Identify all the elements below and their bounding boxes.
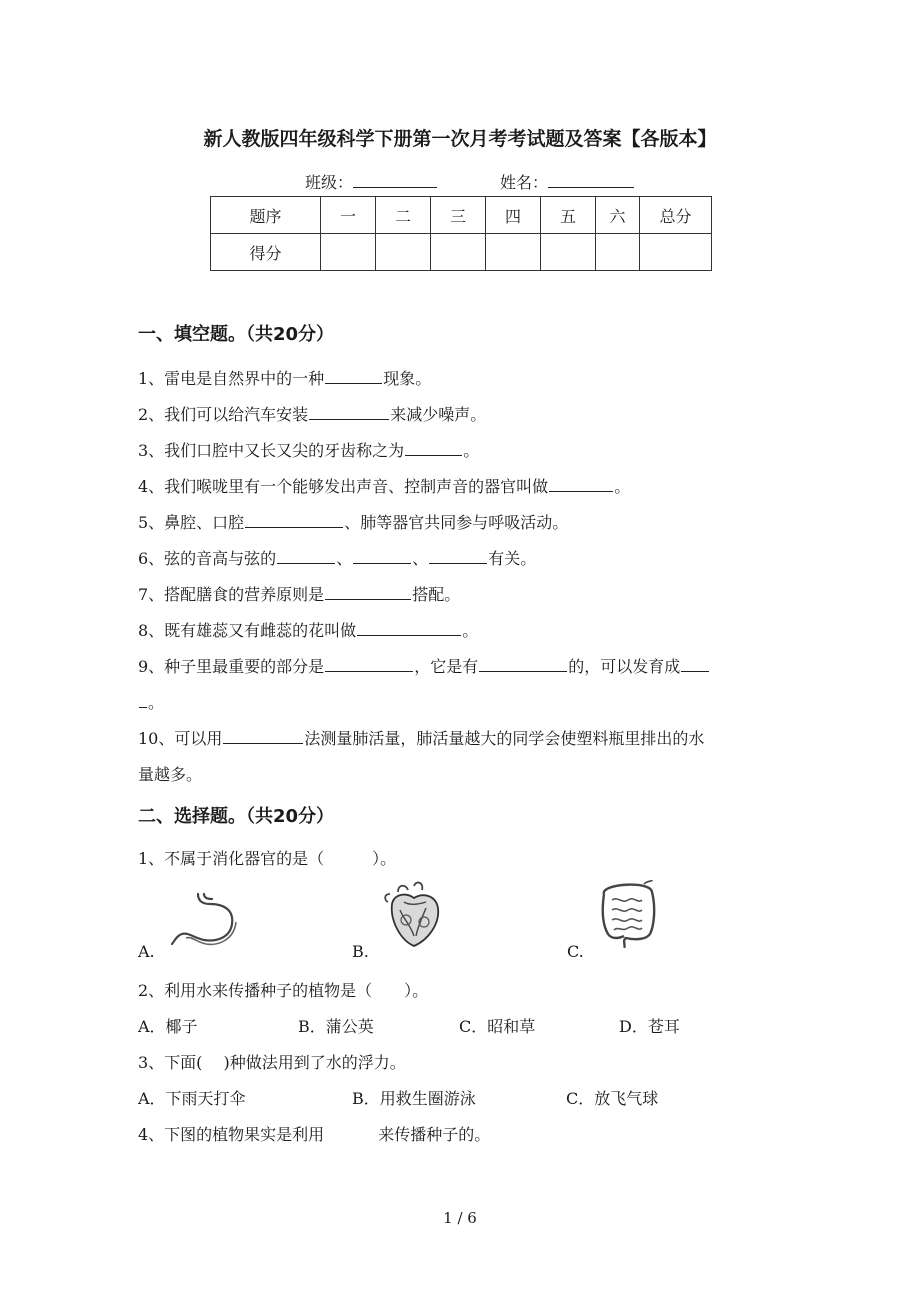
score-table-score-row — [211, 234, 712, 271]
score-cell[interactable] — [321, 234, 376, 271]
option-b[interactable]: B．蒲公英 — [298, 1017, 374, 1036]
score-header-cell: 总分 — [640, 197, 712, 234]
choice-question-3: 3、下面( )种做法用到了水的浮力。 — [138, 1053, 406, 1072]
stomach-image — [168, 888, 240, 950]
fill-question-4 — [138, 474, 630, 497]
score-header-cell: 一 — [321, 197, 376, 234]
score-cell[interactable] — [596, 234, 640, 271]
option-c[interactable]: C．放飞气球 — [566, 1089, 659, 1108]
choice-question-2: 2、利用水来传播种子的植物是（ ）。 — [138, 981, 429, 1000]
question-text: ，它是有 — [414, 657, 479, 676]
question-text: 。 — [462, 621, 479, 640]
question-text: 8、既有雄蕊又有雌蕊的花叫做 — [138, 621, 357, 640]
choice-question-1: 1、不属于消化器官的是（ ）。 — [138, 849, 397, 868]
fill-question-2 — [138, 402, 486, 425]
score-cell[interactable] — [431, 234, 486, 271]
fill-question-9 — [138, 654, 710, 677]
choice-question-4 — [138, 1122, 490, 1145]
question-text: 6、弦的音高与弦的 — [138, 549, 277, 568]
answer-blank[interactable] — [549, 478, 613, 492]
page-number: 1 / 6 — [443, 1209, 477, 1227]
answer-blank[interactable] — [405, 442, 462, 456]
name-field — [500, 170, 634, 193]
class-field — [305, 170, 437, 193]
fill-question-8 — [138, 618, 478, 641]
question-text: 5、鼻腔、口腔 — [138, 513, 245, 532]
answer-blank[interactable] — [325, 370, 382, 384]
answer-blank[interactable] — [223, 730, 303, 744]
answer-blank[interactable] — [325, 658, 413, 672]
score-cell[interactable] — [640, 234, 712, 271]
fill-question-7 — [138, 582, 460, 605]
score-header-cell: 三 — [431, 197, 486, 234]
document-title: 新人教版四年级科学下册第一次月考考试题及答案【各版本】 — [203, 128, 717, 150]
question-text: 1、雷电是自然界中的一种 — [138, 369, 325, 388]
score-header-cell: 四 — [486, 197, 541, 234]
option-a[interactable]: A．下雨天打伞 — [138, 1089, 246, 1108]
question-text: 现象。 — [383, 369, 432, 388]
answer-blank[interactable] — [245, 514, 343, 528]
option-a[interactable]: A. — [138, 942, 155, 961]
fill-question-6 — [138, 546, 536, 569]
heart-image — [380, 880, 446, 950]
answer-blank[interactable] — [353, 550, 411, 564]
question-text: 7、搭配膳食的营养原则是 — [138, 585, 325, 604]
section1-heading: 一、填空题。（共20分） — [138, 324, 335, 345]
question-text: 4、我们喉咙里有一个能够发出声音、控制声音的器官叫做 — [138, 477, 549, 496]
option-a[interactable]: A．椰子 — [138, 1017, 198, 1036]
option-d[interactable]: D．苍耳 — [619, 1017, 680, 1036]
name-blank[interactable] — [548, 173, 634, 188]
option-c[interactable]: C．昭和草 — [459, 1017, 536, 1036]
question-text: 有关。 — [488, 549, 537, 568]
fill-question-3 — [138, 438, 479, 461]
score-cell[interactable] — [486, 234, 541, 271]
name-label: 姓名： — [500, 173, 549, 192]
answer-blank[interactable] — [325, 586, 411, 600]
score-cell[interactable] — [376, 234, 431, 271]
intestine-image — [596, 880, 658, 948]
question-text: 、 — [412, 549, 429, 568]
question-text: 、肺等器官共同参与呼吸活动。 — [344, 513, 569, 532]
score-header-cell: 五 — [541, 197, 596, 234]
section2-heading: 二、选择题。（共20分） — [138, 806, 335, 827]
score-table — [210, 196, 712, 271]
fill-question-1 — [138, 366, 431, 389]
fill-question-10 — [138, 726, 704, 749]
score-row-label: 得分 — [211, 234, 321, 271]
question-text: 来传播种子的。 — [378, 1125, 491, 1144]
fill-question-9-cont — [138, 690, 164, 713]
class-label: 班级： — [305, 173, 354, 192]
question-text: 、 — [336, 549, 353, 568]
question-text: 3、我们口腔中又长又尖的牙齿称之为 — [138, 441, 405, 460]
question-text: 。 — [463, 441, 480, 460]
question-text: 法测量肺活量，肺活量越大的同学会使塑料瓶里排出的水 — [304, 729, 705, 748]
score-header-cell: 二 — [376, 197, 431, 234]
score-table-header-row — [211, 197, 712, 234]
answer-blank[interactable] — [479, 658, 567, 672]
option-c[interactable]: C. — [567, 942, 584, 961]
question-text: 10、可以用 — [138, 729, 223, 748]
fill-question-10-cont: 量越多。 — [138, 765, 203, 784]
answer-blank[interactable] — [277, 550, 335, 564]
question-text: 。 — [614, 477, 631, 496]
answer-blank[interactable] — [681, 658, 709, 672]
answer-blank[interactable] — [357, 622, 461, 636]
question-text: 9、种子里最重要的部分是 — [138, 657, 325, 676]
question-text: 。 — [148, 693, 165, 712]
question-text: 来减少噪声。 — [390, 405, 487, 424]
question-text: 的，可以发育成 — [568, 657, 681, 676]
option-b[interactable]: B．用救生圈游泳 — [352, 1089, 476, 1108]
answer-blank[interactable] — [429, 550, 487, 564]
score-cell[interactable] — [541, 234, 596, 271]
fill-question-5 — [138, 510, 568, 533]
question-text: 搭配。 — [412, 585, 461, 604]
question-text: 2、我们可以给汽车安装 — [138, 405, 309, 424]
option-b[interactable]: B. — [352, 942, 369, 961]
score-header-cell: 六 — [596, 197, 640, 234]
answer-blank[interactable] — [139, 694, 147, 708]
question-text: 4、下图的植物果实是利用 — [138, 1125, 325, 1144]
class-blank[interactable] — [353, 173, 437, 188]
score-header-cell: 题序 — [211, 197, 321, 234]
answer-blank[interactable] — [309, 406, 389, 420]
